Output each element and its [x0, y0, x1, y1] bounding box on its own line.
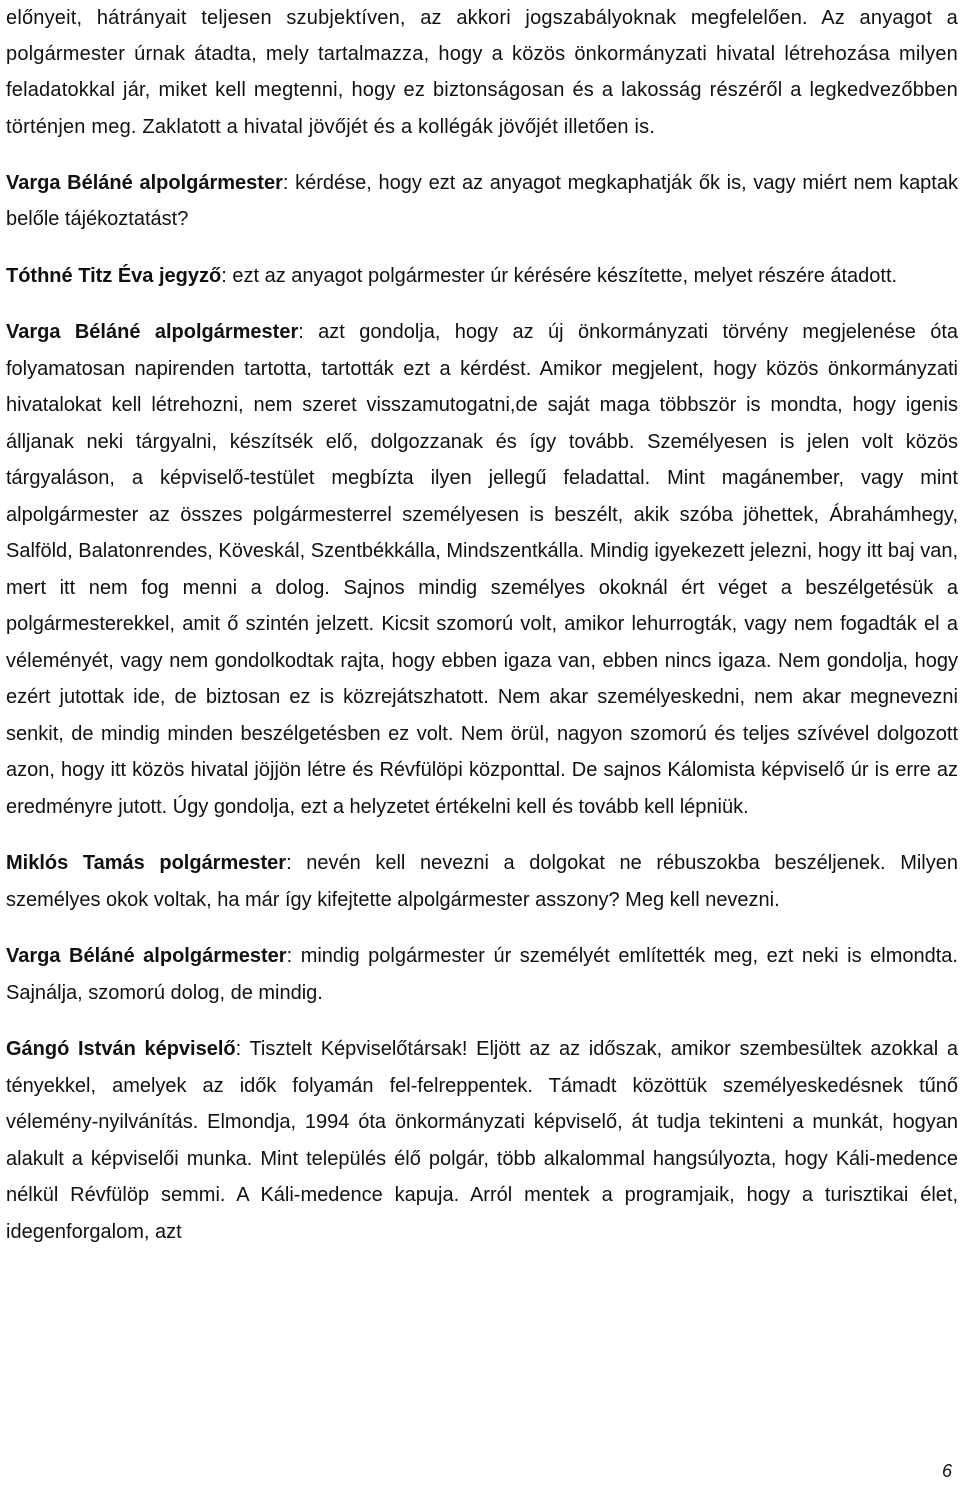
paragraph-text: előnyeit, hátrányait teljesen szubjektíven, az akkori jogszabályoknak megfelelően. Az anyagot a polgármester úrnak átadta, mely tartalmazza, hogy a közös önkormányzati hivatal létrehozása milyen feladatokkal jár, miket kell megtenni, hogy ez biztonságosan és a lakosság részéről a legkedvezőbben történjen meg. Zaklatott a hivatal jövőjét és a kollégák jövőjét illetően is.: [6, 7, 958, 138]
speaker-name: Varga Béláné alpolgármester: [6, 171, 283, 194]
paragraph-text: : azt gondolja, hogy az új önkormányzati törvény megjelenése óta folyamatosan napirenden tartotta, tartották ezt a kérdést. Amikor megjelent, hogy közös önkormányzati hivatalokat kell létrehozni, nem szeret visszamutogatni,de saját maga többször is mondta, hogy igenis álljanak neki tárgyalni, készítsék elő, dolgozzanak és így tovább. Személyesen is jelen volt közös tárgyaláson, a képviselő-testület megbízta ilyen jellegű feladattal. Mint magánember, vagy mint alpolgármester az összes polgármesterrel személyesen is beszélt, akik szóba jöhettek, Ábrahámhegy, Salföld, Balatonrendes, Köveskál, Szentbékkálla, Mindszentkálla. Mindig igyekezett jelezni, hogy itt baj van, mert itt nem fog menni a dolog. Sajnos mindig személyes okoknál ért véget a beszélgetésük a polgármesterekkel, amit ő szintén jelzett. Kicsit szomorú volt, amikor lehurrogták, vagy nem fogadták el a véleményét, vagy nem gondolkodtak rajta, hogy ebben igaza van, ebben nincs igaza. Nem gondolja, hogy ezért jutottak ide, de biztosan ez is közrejátszhatott. Nem akar személyeskedni, nem akar megnevezni senkit, de mindig minden beszélgetésben ez volt. Nem örül, nagyon szomorú és teljes szívével dolgozott azon, hogy itt közös hivatal jöjjön létre és Révfülöpi központtal. De sajnos Kálomista képviselő úr is erre az eredményre jutott. Úgy gondolja, ezt a helyzetet értékelni kell és tovább kell lépniük.: [6, 321, 959, 818]
paragraph-text: : nevén kell nevezni a dolgokat ne rébuszokba beszéljenek. Milyen személyes okok voltak, ha már így kifejtette alpolgármester asszony? Meg kell nevezni.: [6, 852, 958, 911]
paragraph-text: : mindig polgármester úr személyét említették meg, ezt neki is elmondta. Sajnálja, szomorú dolog, de mindig.: [6, 945, 958, 1004]
paragraph-jegyzo-answer: [6, 258, 958, 295]
speaker-name: Varga Béláné alpolgármester: [6, 945, 287, 968]
paragraph-varga-statement: [6, 314, 958, 825]
paragraph-intro: [6, 0, 958, 145]
speaker-name: Varga Béláné alpolgármester: [6, 321, 299, 344]
speaker-name: Gángó István képviselő: [6, 1038, 236, 1061]
speaker-name: Tóthné Titz Éva jegyző: [6, 264, 222, 287]
paragraph-varga-reply: [6, 938, 958, 1011]
paragraph-text: : Tisztelt Képviselőtársak! Eljött az az időszak, amikor szembesültek azokkal a tényekkel, amelyek az idők folyamán fel-felreppentek. Támadt közöttük személyeskedésnek tűnő vélemény-nyilvánítás. Elmondja, 1994 óta önkormányzati képviselő, át tudja tekinteni a munkát, hogyan alakult a képviselői munka. Mint település élő polgár, több alkalommal hangsúlyozta, hogy Káli-medence nélkül Révfülöp semmi. A Káli-medence kapuja. Arról mentek a programjaik, hogy a turisztikai élet, idegenforgalom, azt: [6, 1038, 958, 1243]
page-number: 6: [941, 1461, 952, 1481]
paragraph-text: : ezt az anyagot polgármester úr kérésére készítette, melyet részére átadott.: [221, 264, 898, 287]
paragraph-gango-statement: [6, 1031, 958, 1250]
paragraph-text: : kérdése, hogy ezt az anyagot megkaphatják ők is, vagy miért nem kaptak belőle tájékoztatást?: [6, 171, 958, 231]
paragraph-miklos-response: [6, 845, 958, 918]
paragraph-varga-question: [6, 165, 958, 238]
document-page: [6, 0, 958, 1250]
speaker-name: Miklós Tamás polgármester: [6, 852, 287, 875]
